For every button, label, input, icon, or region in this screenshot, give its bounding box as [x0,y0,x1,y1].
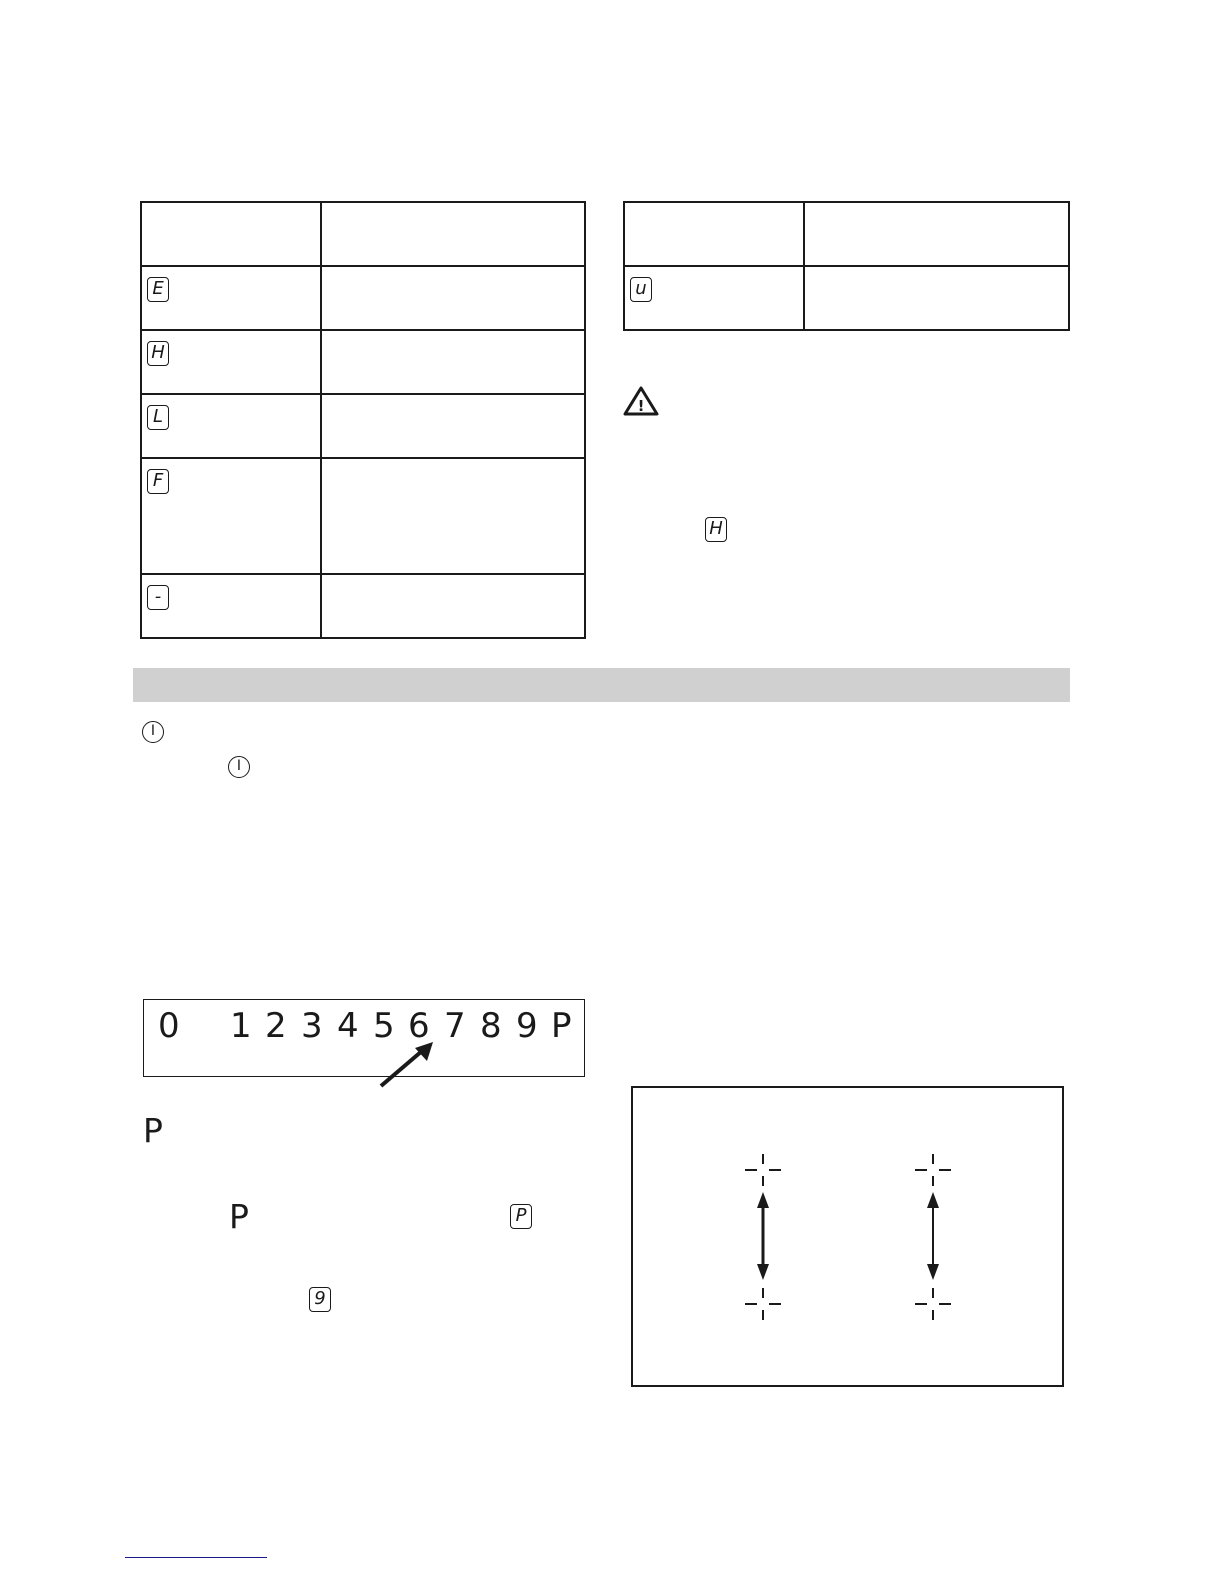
left-table-header-description [321,202,585,266]
symbol-cell [141,458,321,574]
level-5: 5 [373,1006,395,1046]
power-function-p-inline: P [229,1197,249,1236]
description-cell [321,458,585,574]
display-symbol-e: E [147,277,169,302]
level-7: 7 [444,1006,466,1046]
cooking-zone-distance-icon [633,1088,1062,1385]
table-row [141,458,585,574]
display-symbol-u: u [630,277,652,302]
on-off-icon-inline: I [228,756,250,778]
display-symbol-p: P [510,1204,532,1229]
level-2: 2 [265,1006,287,1046]
level-4: 4 [337,1006,359,1046]
description-cell [321,266,585,330]
section-header-bar [133,668,1070,702]
power-function-p-large: P [143,1111,163,1150]
power-level-scale [143,999,585,1077]
cooking-zone-figure [631,1086,1064,1387]
right-table-header-symbol [624,202,804,266]
description-cell [321,330,585,394]
level-p: P [551,1006,572,1046]
table-row [141,266,585,330]
level-9: 9 [516,1006,538,1046]
level-6: 6 [408,1006,430,1046]
symbol-cell [141,394,321,458]
symbol-cell [141,266,321,330]
table-row [141,394,585,458]
display-symbol-9: 9 [309,1287,331,1312]
left-table-header-symbol [141,202,321,266]
left-symbol-table [140,201,586,639]
table-row [624,266,1069,330]
display-symbol-dash: - [147,585,169,610]
display-symbol-l: L [147,405,169,430]
description-cell [321,394,585,458]
level-3: 3 [301,1006,323,1046]
on-off-icon: I [142,721,164,743]
description-cell [321,574,585,638]
footer-link[interactable] [125,1557,267,1558]
right-symbol-table [623,201,1070,331]
pointer-arrow-icon [372,1036,442,1092]
symbol-cell [141,330,321,394]
right-table-header-description [804,202,1069,266]
symbol-cell [624,266,804,330]
level-1: 1 [230,1006,252,1046]
description-cell [804,266,1069,330]
display-symbol-h: H [147,341,169,366]
table-row [141,574,585,638]
display-symbol-f: F [147,469,169,494]
residual-heat-symbol: H [705,517,727,542]
warning-glyph: ! [637,397,645,415]
level-8: 8 [480,1006,502,1046]
symbol-cell [141,574,321,638]
table-row [141,330,585,394]
level-0: 0 [158,1006,180,1046]
warning-triangle-icon [623,385,659,417]
